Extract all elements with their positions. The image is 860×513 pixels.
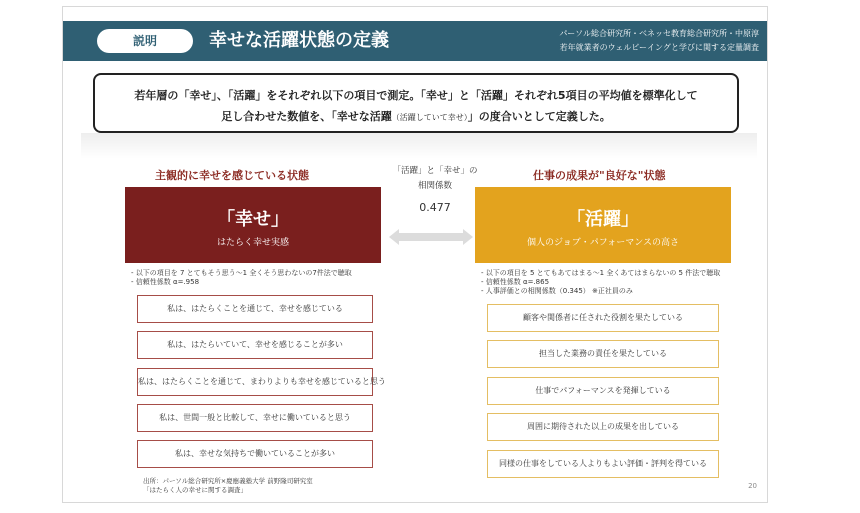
happiness-item: 私は、世間一般と比較して、幸せに働いていると思う (137, 404, 373, 432)
performance-title: 「活躍」 (567, 209, 639, 230)
performance-item: 顧客や関係者に任された役割を果たしている (487, 304, 719, 332)
explanation-badge: 説明 (97, 29, 193, 53)
citation-line-2: 「はたらく人の幸せに関する調査」 (143, 486, 247, 494)
performance-note-3: - 人事評価との相関係数（0.345） ※正社員のみ (481, 287, 633, 295)
happiness-title: 「幸せ」 (217, 209, 289, 230)
performance-item: 仕事でパフォーマンスを発揮している (487, 377, 719, 405)
performance-item: 担当した業務の責任を果たしている (487, 340, 719, 368)
slide (62, 6, 768, 503)
definition-shadow (81, 133, 757, 159)
performance-subtitle: 個人のジョブ・パフォーマンスの高さ (526, 238, 680, 248)
definition-line-2 (95, 108, 737, 124)
performance-note-1: - 以下の項目を 5 とてもあてはまる～1 全くあてはまらないの 5 件法で聴取 (481, 269, 721, 277)
performance-notes (481, 269, 720, 296)
page-title: 幸せな活躍状態の定義 (209, 30, 389, 51)
happiness-item: 私は、幸せな気持ちで働いていることが多い (137, 440, 373, 468)
happiness-note-2: - 信頼性係数 α=.958 (131, 278, 200, 286)
happiness-item: 私は、はたらいていて、幸せを感じることが多い (137, 331, 373, 359)
correlation-label-2: 相関係数 (417, 181, 452, 191)
double-arrow-icon (389, 229, 473, 245)
source-line-2: 若年就業者のウェルビーイングと学びに関する定量調査 (559, 43, 759, 52)
citation-line-1: 出所：パーソル総合研究所×慶應義塾大学 前野隆司研究室 (143, 477, 313, 485)
performance-box (475, 187, 731, 263)
citation (143, 477, 313, 495)
performance-item: 同様の仕事をしている人よりもよい評価・評判を得ている (487, 450, 719, 478)
happiness-box (125, 187, 381, 263)
correlation-label-1: 「活躍」と「幸せ」の (392, 166, 478, 176)
happiness-heading: 主観的に幸せを感じている状態 (155, 169, 309, 182)
page-number: 20 (748, 482, 757, 490)
definition-line-2-small: （活躍していて幸せ） (391, 113, 468, 122)
definition-box (93, 73, 739, 133)
correlation-label (388, 164, 482, 215)
definition-line-2-a: 足し合わせた数値を、「幸せな活躍 (221, 110, 392, 123)
happiness-note-1: - 以下の項目を 7 とてもそう思う～1 全くそう思わないの7件法で聴取 (131, 269, 352, 277)
definition-line-1: 若年層の「幸せ」、「活躍」をそれぞれ以下の項目で測定。「幸せ」と「活躍」それぞれ5項目の平均値を標準化して (134, 89, 698, 102)
performance-heading: 仕事の成果が"良好な"状態 (533, 169, 666, 182)
correlation-value: 0.477 (419, 201, 451, 214)
source-line-1: パーソル総合研究所・ベネッセ教育総合研究所・中原淳 (559, 29, 759, 38)
header-bar (63, 21, 767, 61)
definition-line-2-b: 」の度合いとして定義した。 (467, 110, 611, 123)
performance-note-2: - 信頼性係数 α=.865 (481, 278, 550, 286)
happiness-notes (131, 269, 352, 287)
happiness-item: 私は、はたらくことを通じて、幸せを感じている (137, 295, 373, 323)
happiness-subtitle: はたらく幸せ実感 (216, 238, 289, 248)
happiness-item: 私は、はたらくことを通じて、まわりよりも幸せを感じていると思う (137, 368, 373, 396)
performance-item: 周囲に期待された以上の成果を出している (487, 413, 719, 441)
